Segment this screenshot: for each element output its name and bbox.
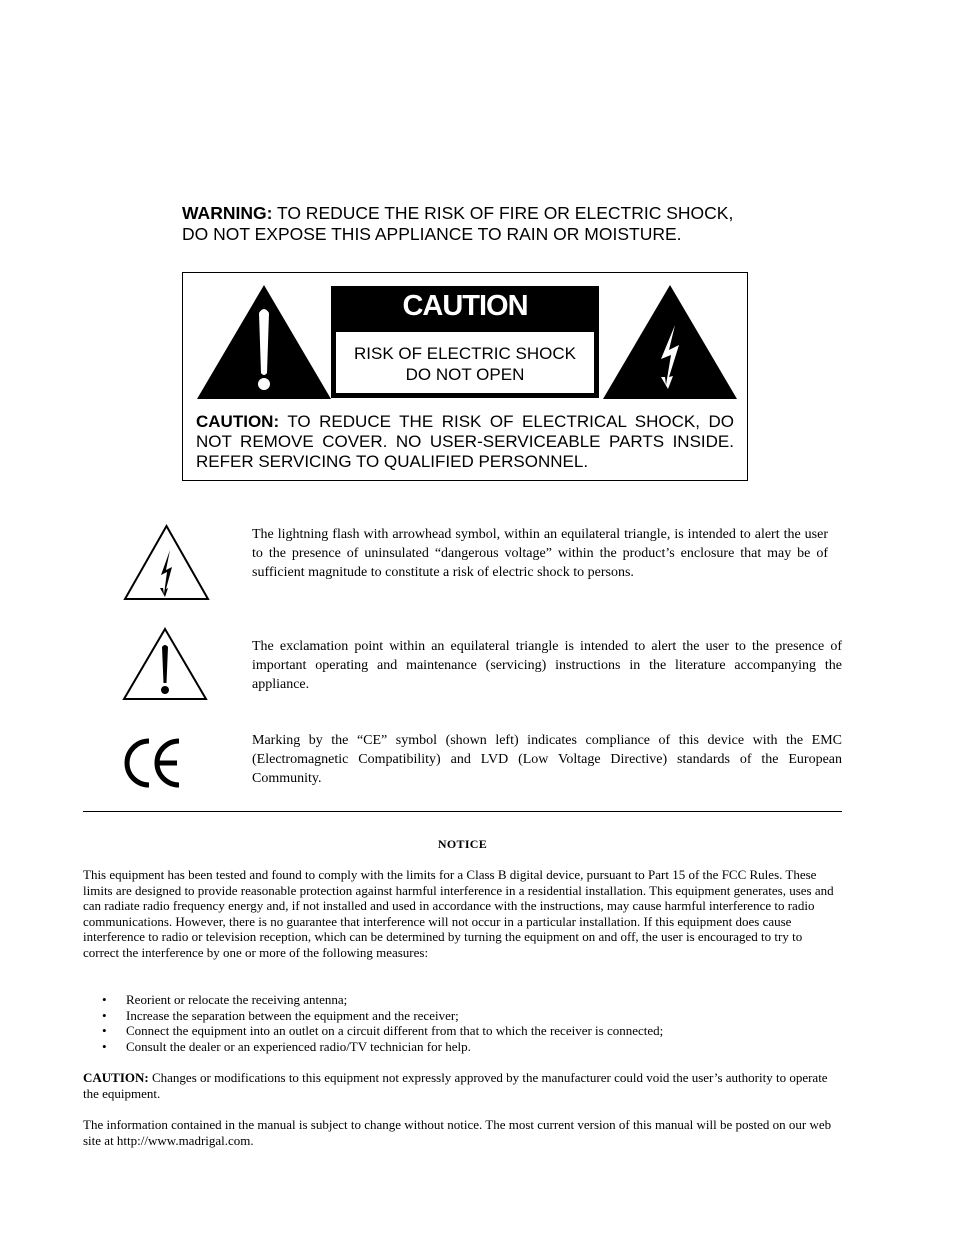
- exclamation-triangle-icon: [197, 285, 331, 400]
- caution-statement-label: CAUTION:: [196, 412, 280, 431]
- fcc-caution-label: CAUTION:: [83, 1070, 149, 1085]
- notice-title: NOTICE: [437, 837, 488, 851]
- fcc-caution-text: Changes or modifications to this equipment not expressly approved by the manufacturer could void the user’s authority to operate the equipment.: [83, 1070, 828, 1101]
- ce-mark-icon: [121, 737, 183, 789]
- caution-line-1: RISK OF ELECTRIC SHOCK: [354, 344, 576, 363]
- lightning-symbol-icon: [123, 524, 210, 601]
- warning-text: TO REDUCE THE RISK OF FIRE OR ELECTRIC SHOCK, DO NOT EXPOSE THIS APPLIANCE TO RAIN OR MOISTURE.: [182, 203, 734, 244]
- caution-statement-text: TO REDUCE THE RISK OF ELECTRICAL SHOCK, DO NOT REMOVE COVER. NO USER-SERVICEABLE PARTS INSIDE. REFER SERVICING TO QUALIFIED PERSONNEL.: [196, 412, 734, 471]
- caution-statement: [196, 412, 734, 472]
- info-statement: The information contained in the manual is subject to change without notice. The most current version of this manual will be posted on our web site at http://www.madrigal.com.: [83, 1117, 832, 1148]
- caution-box: [182, 272, 748, 481]
- list-item: • Connect the equipment into an outlet on a circuit different from that to which the receiver is connected;: [102, 1023, 663, 1039]
- caution-label: [331, 286, 599, 398]
- list-item: • Consult the dealer or an experienced radio/TV technician for help.: [102, 1039, 663, 1055]
- measures-list: [102, 992, 663, 1054]
- exclamation-symbol-description: The exclamation point within an equilateral triangle is intended to alert the user to the presence of important operating and maintenance (servicing) instructions in the literature accompanying the appliance.: [252, 639, 842, 692]
- divider: [83, 811, 842, 812]
- ce-symbol-description: Marking by the “CE” symbol (shown left) indicates compliance of this device with the EMC (Electromagnetic Compatibility) and LVD (Low Voltage Directive) standards of the European Community.: [252, 733, 842, 786]
- caution-line-2: DO NOT OPEN: [405, 365, 525, 384]
- fcc-caution: [83, 1070, 838, 1101]
- caution-title: CAUTION: [402, 290, 528, 322]
- caution-inner-panel: [336, 332, 594, 393]
- lightning-triangle-icon: [603, 285, 737, 400]
- lightning-symbol-description: The lightning flash with arrowhead symbol, within an equilateral triangle, is intended to alert the user to the presence of uninsulated “dangerous voltage” within the product’s enclosure that may be of sufficient magnitude to constitute a risk of electric shock to persons.: [252, 527, 828, 580]
- notice-body: This equipment has been tested and found to comply with the limits for a Class B digital device, pursuant to Part 15 of the FCC Rules. These limits are designed to provide reasonable protection against harmful interference in a residential installation. This equipment generates, uses and can radiate radio frequency energy and, if not installed and used in accordance with the instructions, may cause harmful interference to radio communications. However, there is no guarantee that interference will not occur in a particular installation. If this equipment does cause interference to radio or television reception, which can be determined by turning the equipment on and off, the user is encouraged to try to correct the interference by one or more of the following measures:: [83, 867, 834, 960]
- exclamation-symbol-icon: [122, 627, 208, 701]
- warning-statement: [182, 203, 762, 245]
- warning-label: WARNING:: [182, 203, 273, 223]
- list-item: • Increase the separation between the equipment and the receiver;: [102, 1008, 663, 1024]
- list-item: • Reorient or relocate the receiving antenna;: [102, 992, 663, 1008]
